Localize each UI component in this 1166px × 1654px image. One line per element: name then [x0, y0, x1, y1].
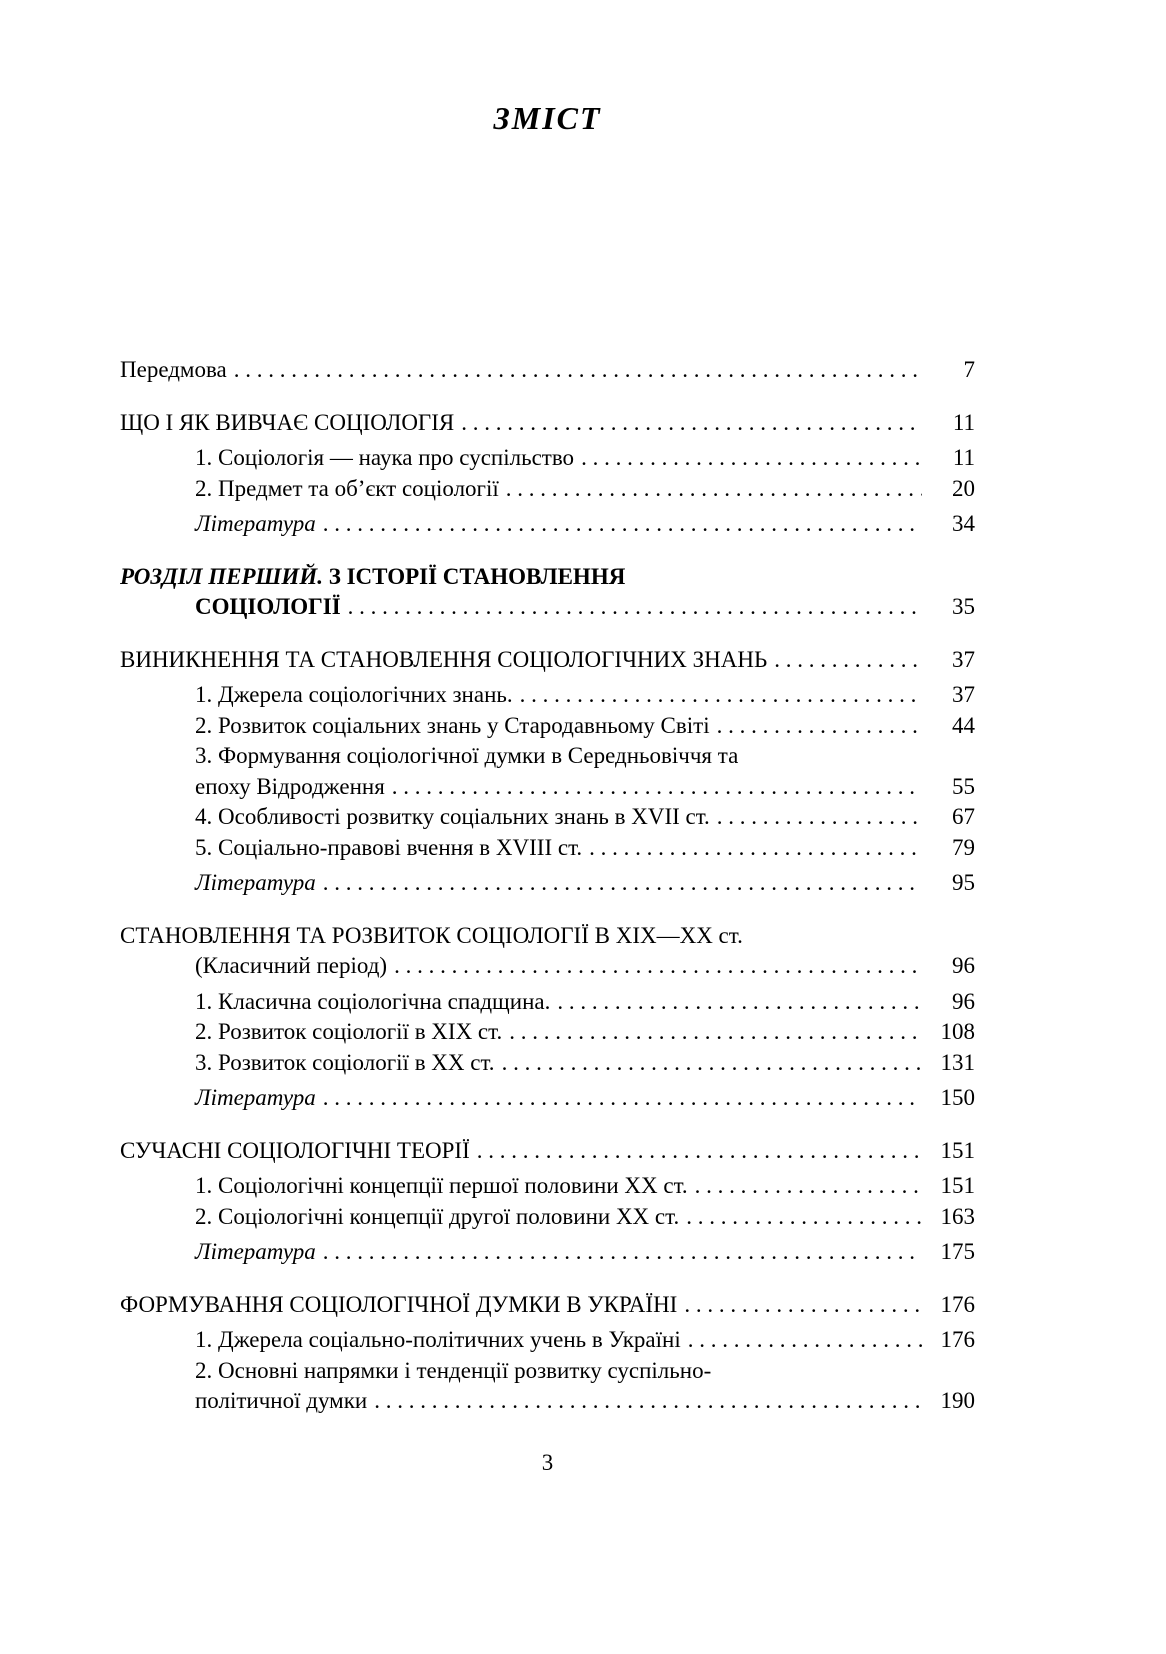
toc-line-text: 4. Особливості розвитку соціальних знань в XVII ст. [195, 804, 710, 829]
toc-entry [120, 1325, 975, 1356]
toc-page-number: 95 [952, 870, 975, 895]
dot-leader [323, 1237, 922, 1268]
toc-line [120, 474, 975, 505]
toc-entry [120, 1237, 975, 1268]
dot-leader [684, 1290, 922, 1321]
toc-line-text: Передмова [120, 357, 227, 382]
toc-line [120, 921, 975, 952]
toc-entry [120, 474, 975, 505]
toc-line-text: 1. Соціологічні концепції першої половини XX ст. [195, 1173, 688, 1198]
toc-page-number: 150 [940, 1085, 975, 1110]
toc-entry [120, 645, 975, 676]
toc-line [120, 509, 975, 540]
toc-entry [120, 1290, 975, 1321]
toc-line-text: 2. Розвиток соціології в XIX ст. [195, 1019, 503, 1044]
toc-line [120, 645, 975, 676]
dot-leader [695, 1171, 922, 1202]
toc-line [120, 772, 975, 803]
toc-entry [120, 1136, 975, 1167]
toc-page-number: 151 [940, 1137, 975, 1163]
toc-line-text: ФОРМУВАННЯ СОЦІОЛОГІЧНОЇ ДУМКИ В УКРАЇНІ [120, 1291, 678, 1317]
toc-entry [120, 921, 975, 982]
toc-entry [120, 987, 975, 1018]
dot-leader [686, 1202, 922, 1233]
toc-entry [120, 680, 975, 711]
toc-line [120, 1136, 975, 1167]
toc-line [120, 1083, 975, 1114]
dot-leader [502, 1048, 922, 1079]
toc-entry [120, 1202, 975, 1233]
toc-page-number: 37 [952, 682, 975, 707]
dot-leader [506, 474, 922, 505]
toc-line-text: ЩО І ЯК ВИВЧАЄ СОЦІОЛОГІЯ [120, 409, 455, 435]
toc-entry [120, 833, 975, 864]
toc-entry [120, 443, 975, 474]
dot-leader [589, 833, 922, 864]
toc-line-text: 2. Соціологічні концепції другої половини XX ст. [195, 1203, 680, 1229]
toc-entry [120, 1171, 975, 1202]
toc-line-text: Література [195, 511, 316, 536]
toc-line-text: 3. Розвиток соціології в XX ст. [195, 1049, 495, 1075]
toc-line [120, 1356, 975, 1387]
toc-entry [120, 1017, 975, 1048]
toc-page-number: 131 [940, 1049, 975, 1075]
toc-page-number: 44 [952, 712, 975, 738]
toc-line-text: Література [195, 870, 316, 895]
toc-entry [120, 1083, 975, 1114]
toc-page-number: 67 [952, 804, 975, 829]
toc-entry [120, 1048, 975, 1079]
toc-line [120, 408, 975, 439]
dot-leader [520, 680, 922, 711]
toc-page-number: 190 [940, 1388, 975, 1413]
toc-line-text: 1. Соціологія — наука про суспільство [195, 445, 575, 470]
dot-leader [581, 443, 922, 474]
dot-leader [557, 987, 922, 1018]
toc-line [120, 1171, 975, 1202]
toc-page-number: 11 [952, 445, 975, 470]
toc-entry [120, 408, 975, 439]
toc-page-number: 163 [940, 1203, 975, 1229]
dot-leader [234, 355, 922, 386]
dot-leader [323, 509, 922, 540]
toc-line-text: СУЧАСНІ СОЦІОЛОГІЧНІ ТЕОРІЇ [120, 1137, 470, 1163]
toc-page-number: 35 [952, 594, 975, 619]
toc-entry [120, 355, 975, 386]
toc-line [120, 1386, 975, 1417]
toc-line-text: РОЗДІЛ ПЕРШИЙ. З ІСТОРІЇ СТАНОВЛЕННЯ [120, 563, 626, 589]
dot-leader [392, 772, 922, 803]
toc-entry [120, 868, 975, 899]
toc-page-number: 96 [952, 953, 975, 978]
toc-line [120, 680, 975, 711]
toc-line-text: Література [195, 1239, 316, 1264]
toc-line [120, 711, 975, 742]
toc-line-text: (Класичний період) [195, 953, 388, 978]
page-title: ЗМІСТ [493, 100, 602, 136]
toc-page-number: 108 [940, 1019, 975, 1044]
toc-page-number: 7 [963, 357, 975, 382]
toc-page-number: 34 [952, 511, 975, 536]
toc-line [120, 802, 975, 833]
toc-page-number: 37 [952, 646, 975, 672]
toc-line [120, 443, 975, 474]
toc-line-text: 3. Формування соціологічної думки в Середньовіччя та [195, 743, 739, 768]
toc-line [120, 951, 975, 982]
dot-leader [774, 645, 922, 676]
toc-line [120, 1017, 975, 1048]
toc-line-text: епоху Відродження [195, 773, 385, 799]
dot-leader [323, 1083, 922, 1114]
toc-line-text: 5. Соціально-правові вчення в XVIII ст. [195, 834, 583, 860]
toc-entry [120, 802, 975, 833]
toc-line [120, 1048, 975, 1079]
toc-line-text: СОЦІОЛОГІЇ [195, 594, 341, 619]
toc-line [120, 868, 975, 899]
toc-line [120, 833, 975, 864]
dot-leader [717, 802, 922, 833]
toc-line [120, 355, 975, 386]
toc-entry [120, 1356, 975, 1417]
toc-line [120, 562, 975, 593]
toc-page-number: 20 [952, 475, 975, 501]
dot-leader [717, 711, 922, 742]
toc-page-number: 55 [952, 773, 975, 799]
toc-line [120, 741, 975, 772]
dot-leader [461, 408, 922, 439]
toc-line-text: 1. Джерела соціально-політичних учень в Україні [195, 1327, 681, 1352]
toc-list [120, 355, 975, 1417]
toc-page-number: 11 [952, 409, 975, 435]
toc-line-text: 1. Класична соціологічна спадщина. [195, 988, 551, 1014]
dot-leader [477, 1136, 922, 1167]
toc-line-text: політичної думки [195, 1388, 368, 1413]
toc-line [120, 987, 975, 1018]
toc-entry [120, 562, 975, 623]
toc-page-number: 176 [940, 1327, 975, 1352]
toc-entry [120, 741, 975, 802]
toc-line [120, 1237, 975, 1268]
dot-leader [374, 1386, 922, 1417]
toc-entry [120, 711, 975, 742]
toc-line-text: 2. Основні напрямки і тенденції розвитку суспільно- [195, 1357, 712, 1383]
footer-page-number: 3 [541, 1450, 554, 1475]
toc-line [120, 1325, 975, 1356]
toc-line-text: 1. Джерела соціологічних знань. [195, 682, 513, 707]
toc-page-number: 79 [952, 834, 975, 860]
dot-leader [688, 1325, 922, 1356]
dot-leader [348, 592, 922, 623]
toc-line-text: ВИНИКНЕННЯ ТА СТАНОВЛЕННЯ СОЦІОЛОГІЧНИХ ЗНАНЬ [120, 646, 768, 672]
toc-entry [120, 509, 975, 540]
toc-page-number: 96 [952, 988, 975, 1014]
toc-page-number: 151 [940, 1173, 975, 1198]
toc-page-number: 175 [940, 1239, 975, 1264]
toc-line [120, 1290, 975, 1321]
dot-leader [323, 868, 922, 899]
toc-page-number: 176 [940, 1291, 975, 1317]
toc-line-text: СТАНОВЛЕННЯ ТА РОЗВИТОК СОЦІОЛОГІЇ В XIX—XX ст. [120, 922, 743, 948]
toc-line-text: 2. Розвиток соціальних знань у Стародавньому Світі [195, 712, 710, 738]
dot-leader [509, 1017, 922, 1048]
dot-leader [394, 951, 922, 982]
toc-line [120, 1202, 975, 1233]
toc-line-text: Література [195, 1085, 316, 1110]
toc-line-text: 2. Предмет та об’єкт соціології [195, 475, 499, 501]
toc-line [120, 592, 975, 623]
